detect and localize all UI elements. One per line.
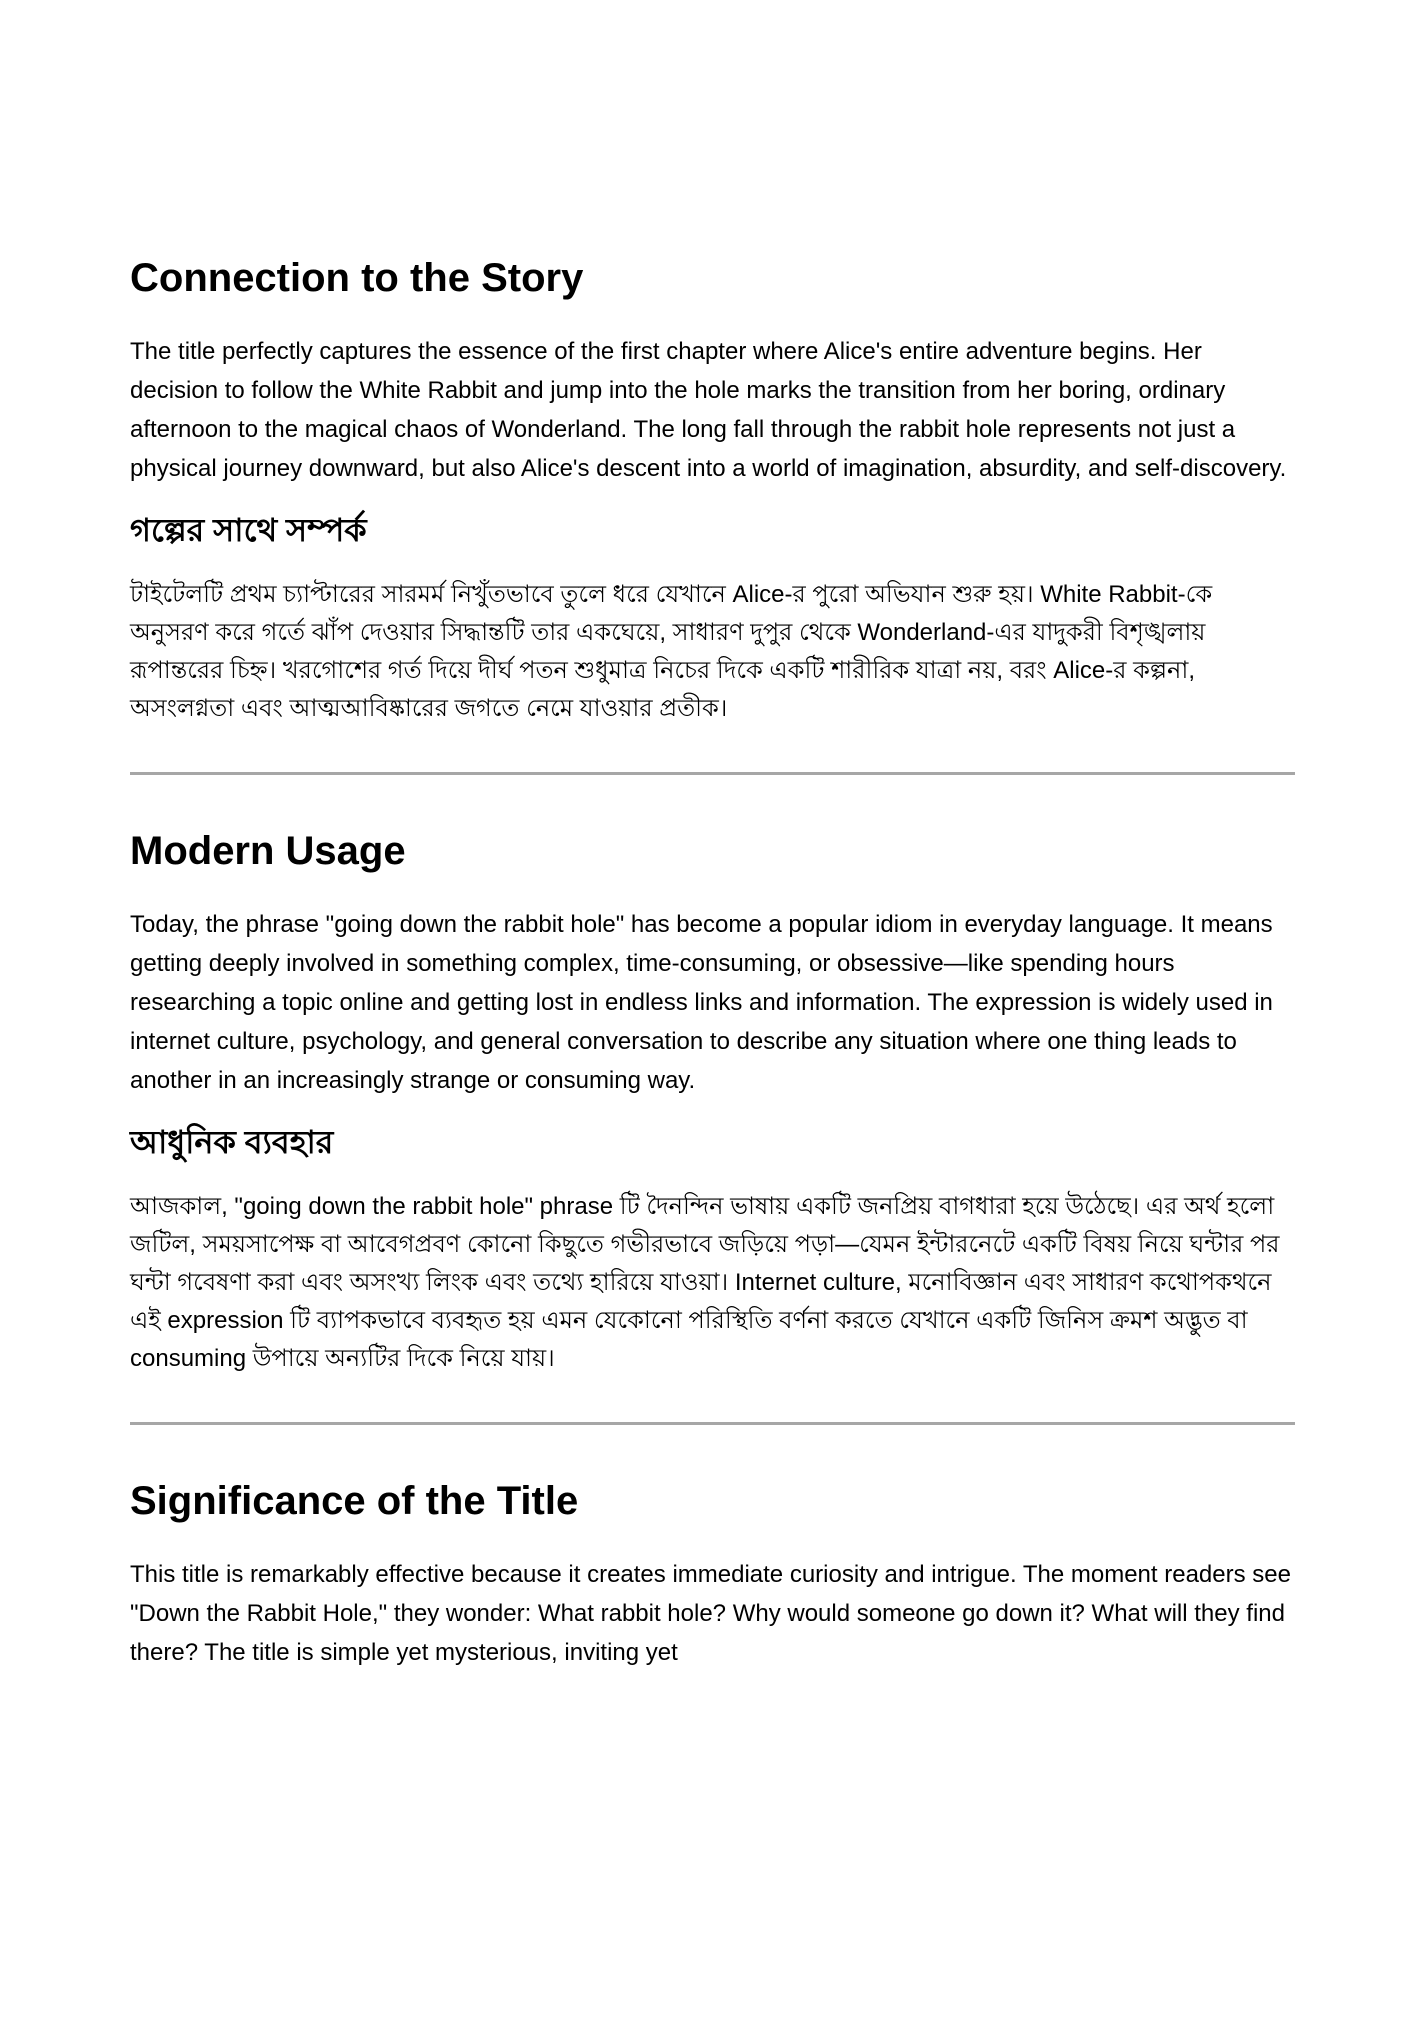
heading-significance-of-the-title: Significance of the Title <box>130 1479 579 1523</box>
heading-connection-bengali: গল্পের সাথে সম্পর্ক <box>130 512 367 548</box>
paragraph-modern-usage-english: Today, the phrase "going down the rabbit hole" has become a popular idiom in everyday language. It means getting deeply involved in something complex, time-consuming, or obsessive—like spending hours researching a topic online and getting lost in endless links and information. The expression is widely used in internet culture, psychology, and general conversation to describe any situation where one thing leads to another in an increasingly strange or consuming way. <box>130 911 1273 1094</box>
section-connection-to-the-story <box>130 254 1295 728</box>
section-modern-usage <box>130 827 1295 1378</box>
section-divider <box>130 1422 1295 1425</box>
paragraph-connection-english: The title perfectly captures the essence of the first chapter where Alice's entire adventure begins. Her decision to follow the White Rabbit and jump into the hole marks the transition from her boring, ordinary afternoon to the magical chaos of Wonderland. The long fall through the rabbit hole represents not just a physical journey downward, but also Alice's descent into a world of imagination, absurdity, and self-discovery. <box>130 338 1287 482</box>
heading-connection-to-the-story: Connection to the Story <box>130 256 584 300</box>
paragraph-modern-usage-bengali: আজকাল, "going down the rabbit hole" phrase টি দৈনন্দিন ভাষায় একটি জনপ্রিয় বাগধারা হয়ে উঠেছে। এর অর্থ হলো জটিল, সময়সাপেক্ষ বা আবেগপ্রবণ কোনো কিছুতে গভীরভাবে জড়িয়ে পড়া—যেমন ইন্টারনেটে একটি বিষয় নিয়ে ঘন্টার পর ঘন্টা গবেষণা করা এবং অসংখ্য লিংক এবং তথ্যে হারিয়ে যাওয়া। Internet culture, মনোবিজ্ঞান এবং সাধারণ কথোপকথনে এই expression টি ব্যাপকভাবে ব্যবহৃত হয় এমন যেকোনো পরিস্থিতি বর্ণনা করতে যেখানে একটি জিনিস ক্রমশ অদ্ভুত বা consuming উপায়ে অন্যটির দিকে নিয়ে যায়। <box>130 1193 1280 1372</box>
section-significance-of-the-title <box>130 1477 1295 1672</box>
paragraph-significance-english: This title is remarkably effective because it creates immediate curiosity and intrigue. The moment readers see "Down the Rabbit Hole," they wonder: What rabbit hole? Why would someone go down it? What will they find there? The title is simple yet mysterious, inviting yet <box>130 1561 1291 1666</box>
heading-modern-usage: Modern Usage <box>130 829 406 873</box>
section-divider <box>130 772 1295 775</box>
paragraph-connection-bengali: টাইটেলটি প্রথম চ্যাপ্টারের সারমর্ম নিখুঁতভাবে তুলে ধরে যেখানে Alice-র পুরো অভিযান শুরু হয়। White Rabbit-কে অনুসরণ করে গর্তে ঝাঁপ দেওয়ার সিদ্ধান্তটি তার একঘেয়ে, সাধারণ দুপুর থেকে Wonderland-এর যাদুকরী বিশৃঙ্খলায় রূপান্তরের চিহ্ন। খরগোশের গর্ত দিয়ে দীর্ঘ পতন শুধুমাত্র নিচের দিকে একটি শারীরিক যাত্রা নয়, বরং Alice-র কল্পনা, অসংলগ্নতা এবং আত্মআবিষ্কারের জগতে নেমে যাওয়ার প্রতীক। <box>130 581 1213 722</box>
heading-modern-usage-bengali: আধুনিক ব্যবহার <box>130 1124 334 1160</box>
